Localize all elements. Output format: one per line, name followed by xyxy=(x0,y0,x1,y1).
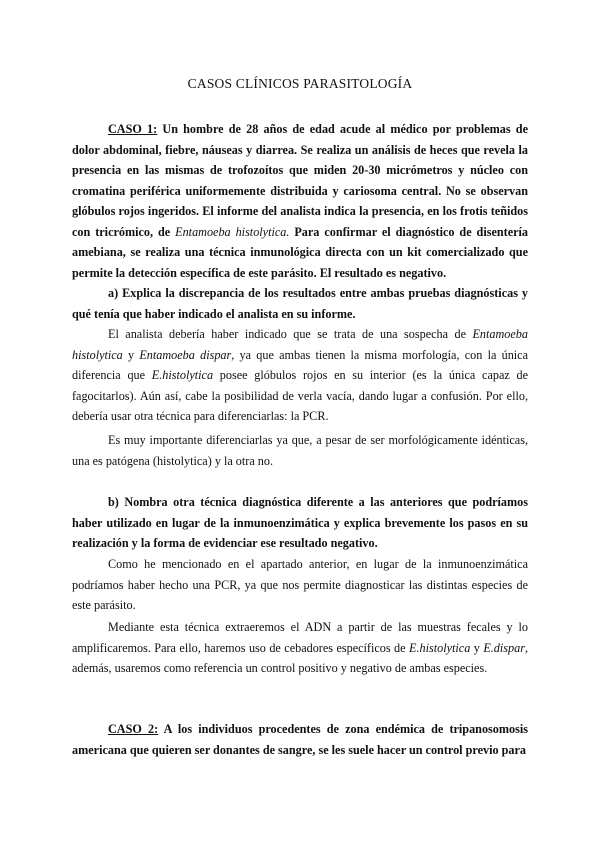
caso-1-text-part1: Un hombre de 28 años de edad acude al médico por problemas de dolor abdominal, fiebre, náuseas y diarrea. Se realiza un análisis de heces que revela la presencia en las mismas de trofozoítos que miden 20-30 micrómetros y núcleo con cromatina periférica uniformemente distribuida y cariosoma central. No se observan glóbulos rojos ingeridos. El informe del analista indica la presencia, en los frotis teñidos con tricrómico, de xyxy=(72,122,528,239)
answer-b2-species-1: E.histolytica xyxy=(409,640,471,655)
document-title: CASOS CLÍNICOS PARASITOLOGÍA xyxy=(187,76,413,91)
caso-2-text: A los individuos procedentes de zona endémica de tripanosomosis americana que quieren ser donantes de sangre, se les suele hacer un control previo para xyxy=(72,722,529,757)
question-a: a) Explica la discrepancia de los resultados entre ambas pruebas diagnósticas y qué tenía que haber indicado el analista en su informe. xyxy=(72,286,528,321)
answer-b2-text-2: y xyxy=(470,640,484,655)
caso-2-label: CASO 2: xyxy=(108,722,159,736)
answer-a1-text-2: y xyxy=(122,347,140,362)
answer-a1-text-1: El analista debería haber indicado que se trata de una sospecha de xyxy=(108,327,473,341)
answer-a1-text-4: posee glóbulos rojos en su interior (es la única capaz de fagocitarlos). Aún así, cabe la posibilidad de verla vacía, dando lugar a confusión. Por ello, debería usar otra técnica para diferenciarlas: la PCR. xyxy=(72,368,529,423)
answer-b-paragraph-1: Como he mencionado en el apartado anterior, en lugar de la inmunoenzimática podríamos haber hecho una PCR, ya que nos permite diagnosticar las distintas especies de este parásito. xyxy=(72,557,528,612)
caso-1-species: Entamoeba histolytica. xyxy=(175,224,290,239)
answer-a1-text-3: , ya que ambas tienen la misma morfología, con la única diferencia que xyxy=(72,347,528,382)
answer-b-paragraph-2 xyxy=(72,617,528,679)
answer-a-paragraph-1 xyxy=(72,324,528,427)
answer-b2-text-1: Mediante esta técnica extraeremos el ADN a partir de las muestras fecales y lo amplificaremos. Para ello, haremos uso de cebadores específicos de xyxy=(72,620,528,655)
answer-b2-species-2: E.dispar xyxy=(483,640,525,655)
caso-1-text-part2: Para confirmar el diagnóstico de disentería amebiana, se realiza una técnica inmunológica directa con un kit comercializado que permite la detección específica de este parásito. El resultado es negativo. xyxy=(72,224,528,280)
caso-1-statement xyxy=(72,119,528,283)
answer-b2-text-3: , además, usaremos como referencia un control positivo y negativo de ambas especies. xyxy=(72,640,529,675)
answer-a1-species-2: Entamoeba dispar xyxy=(139,347,232,362)
answer-a-paragraph-2: Es muy importante diferenciarlas ya que, a pesar de ser morfológicamente idénticas, una es patógena (histolytica) y la otra no. xyxy=(72,433,528,468)
caso-1-label: CASO 1: xyxy=(108,122,158,136)
answer-a1-species-3: E.histolytica xyxy=(151,368,214,382)
caso-2-statement xyxy=(72,719,528,760)
answer-a1-species-1: Entamoeba histolytica xyxy=(72,327,528,362)
question-b: b) Nombra otra técnica diagnóstica diferente a las anteriores que podríamos haber utilizado en lugar de la inmunoenzimática y explica brevemente los pasos en su realización y la forma de evidenciar ese resultado negativo. xyxy=(72,495,528,550)
